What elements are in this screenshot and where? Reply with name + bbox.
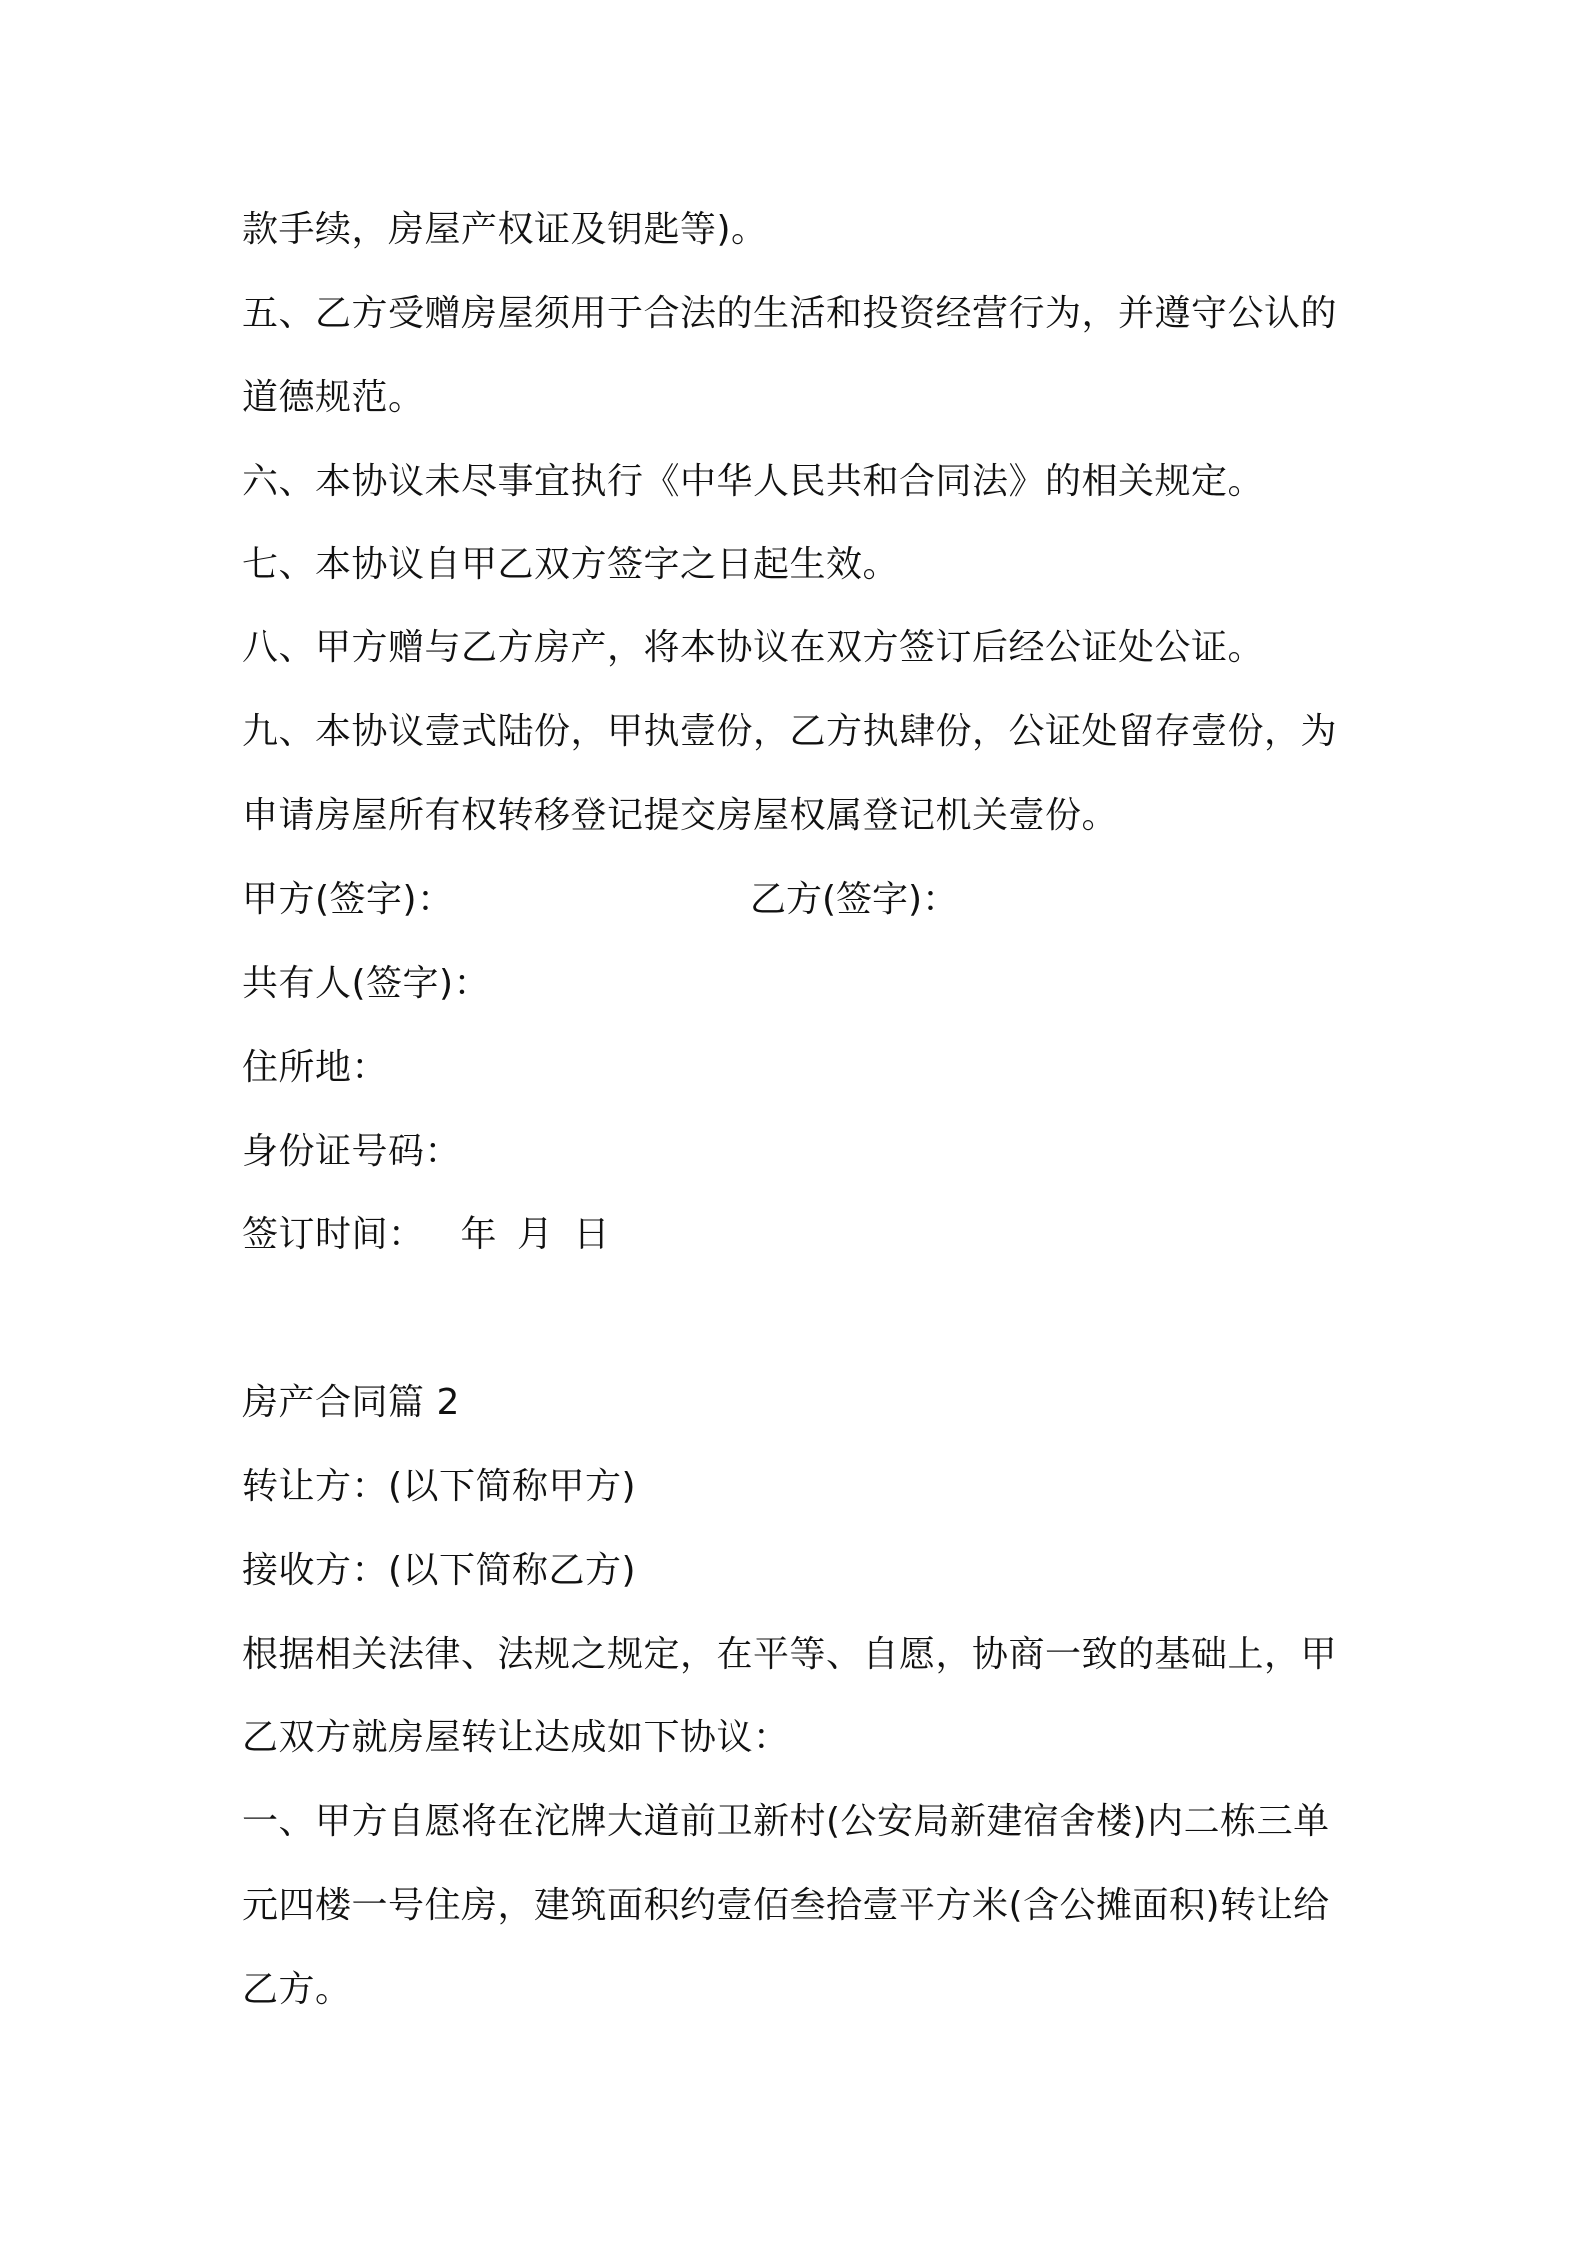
clause-line: 七、本协议自甲乙双方签字之日起生效。 [242,544,900,585]
date-day-label: 日 [573,1214,611,1255]
clause-line: 六、本协议未尽事宜执行《中华人民共和合同法》的相关规定。 [242,461,1265,502]
clause-line: 乙方。 [242,1969,352,2010]
clause-line: 一、甲方自愿将在沱牌大道前卫新村(公安局新建宿舍楼)内二栋三单 [242,1801,1330,1842]
id-number-label: 身份证号码： [242,1131,462,1172]
clause-line: 款手续，房屋产权证及钥匙等)。 [242,209,768,250]
party-a-signature-label: 甲方(签字)： [242,879,454,920]
clause-line: 道德规范。 [242,377,425,418]
clause-line: 五、乙方受赠房屋须用于合法的生活和投资经营行为，并遵守公认的 [242,293,1338,334]
clause-line: 九、本协议壹式陆份，甲执壹份，乙方执肆份，公证处留存壹份，为 [242,711,1338,752]
clause-line: 元四楼一号住房，建筑面积约壹佰叁拾壹平方米(含公摊面积)转让给 [242,1885,1330,1926]
transferor-line: 转让方：(以下简称甲方) [242,1466,637,1507]
paragraph-line: 根据相关法律、法规之规定，在平等、自愿，协商一致的基础上，甲 [242,1634,1338,1675]
sign-date-row [242,1213,610,1257]
date-month-label: 月 [517,1214,554,1255]
section-heading: 房产合同篇 2 [242,1382,460,1423]
paragraph-line: 乙双方就房屋转让达成如下协议： [242,1717,790,1758]
transferee-line: 接收方：(以下简称乙方) [242,1550,637,1591]
clause-line: 八、甲方赠与乙方房产，将本协议在双方签订后经公证处公证。 [242,627,1265,668]
party-b-signature-label: 乙方(签字)： [750,879,959,920]
address-label: 住所地： [242,1047,389,1088]
clause-line: 申请房屋所有权转移登记提交房屋权属登记机关壹份。 [242,795,1119,836]
co-owner-signature-label: 共有人(签字)： [242,963,491,1004]
sign-date-label: 签订时间： [242,1214,425,1255]
date-year-label: 年 [460,1214,498,1255]
